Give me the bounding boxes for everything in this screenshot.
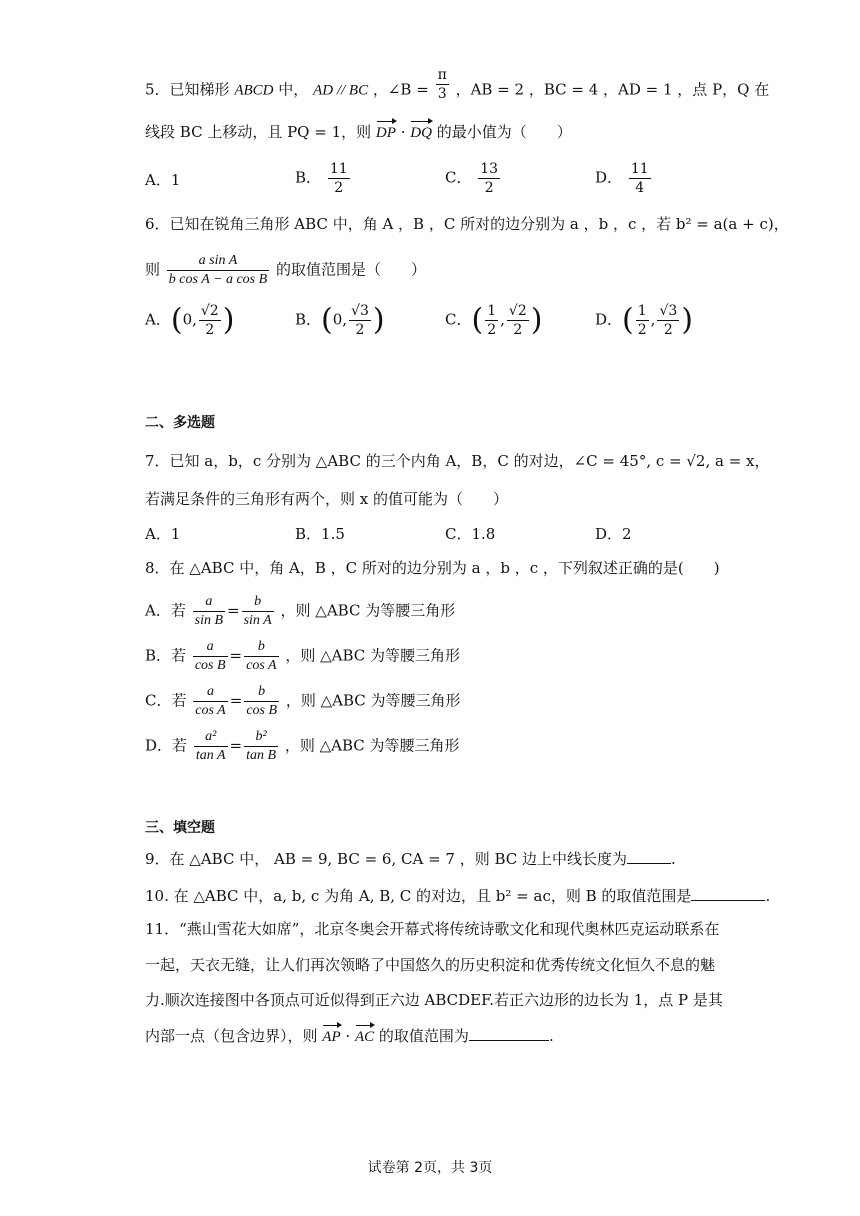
page-footer: 试卷第 2页，共 3页 — [367, 1160, 493, 1176]
q7-text: 7．已知 a，b，c 分别为 △ABC 的三个内角 A，B，C 的对边，∠C = 45°, c = √2, a = x， — [145, 452, 770, 470]
q11-text: 内部一点（包含边界），则 — [145, 1027, 318, 1045]
q5-option-c — [445, 160, 502, 197]
fraction-numerator: √2 — [508, 303, 527, 319]
q7-line1 — [145, 451, 770, 471]
q9-text: 9．在 △ABC 中， AB = 9, BC = 6, CA = 7 ，则 BC 边上中线长度为 — [145, 850, 628, 868]
fraction-denominator: 3 — [437, 86, 447, 102]
option-fraction — [629, 160, 651, 197]
q6-option-c: C．( $\frac{1}{2}$ , $\frac{√2}{2}$ ) — [445, 302, 543, 338]
q11-line3 — [145, 990, 723, 1010]
q9-line — [145, 849, 676, 869]
fraction-numerator: 1 — [487, 303, 497, 319]
fraction-denominator: 2 — [487, 322, 497, 338]
q5-text: AD // BC — [313, 82, 369, 99]
option-label: D．若 — [145, 736, 188, 755]
fraction-numerator: b — [244, 638, 278, 657]
fraction-denominator: 4 — [635, 180, 645, 196]
q5-text: ，∠B = — [372, 80, 429, 99]
q6-option-d: D．( $\frac{1}{2}$ , $\frac{√3}{2}$ ) — [595, 302, 693, 338]
q6-option-a — [145, 302, 234, 339]
q7-line2 — [145, 489, 508, 509]
q7-option-b — [295, 524, 345, 544]
option-label: A．若 — [145, 601, 186, 620]
q7-option-c — [445, 524, 495, 544]
option-label: D． — [595, 310, 623, 329]
q6-text: 6．已知在锐角三角形 ABC 中，角 A ，B ，C 所对的边分别为 a ，b ，c ，若 b² = a(a + c)， — [145, 215, 789, 233]
q11-end: . — [548, 1027, 554, 1045]
answer-blank[interactable] — [691, 886, 765, 901]
option-fraction — [507, 302, 529, 339]
q11-text: 11．“燕山雪花大如席”，北京冬奥会开幕式将传统诗歌文化和现代奥林匹克运动联系在 — [145, 920, 720, 938]
q5-line2 — [145, 122, 572, 143]
q11-text: 一起，天衣无缝，让人们再次领略了中国悠久的历史积淀和优秀传统文化恒久不息的魅 — [145, 956, 716, 974]
q5-text: ，AB = 2 ，BC = 4 ，AD = 1 ，点 P，Q 在 — [455, 80, 770, 99]
q7-option-a — [145, 524, 180, 544]
fraction-denominator: tan B — [246, 748, 277, 763]
q5-option-b — [295, 160, 352, 197]
interval-left: 0, — [182, 310, 197, 329]
option-value: 1 — [170, 525, 181, 543]
right-paren: ) — [222, 302, 235, 338]
option-text: ，则 △ABC 为等腰三角形 — [280, 601, 456, 620]
option-fraction — [244, 728, 278, 765]
option-label: C． — [445, 168, 472, 187]
q8-line1 — [145, 558, 720, 578]
option-label: D． — [595, 168, 623, 187]
q8-option-c: C．若 $\frac{a}{\text{cos A}}$ = $\frac{b}{\text{cos B}}$ ，则 △ABC 为等腰三角形 — [145, 684, 461, 718]
option-label: A． — [145, 171, 171, 189]
q6-line1 — [145, 214, 789, 234]
fraction-denominator: b cos A − a cos B — [168, 272, 268, 287]
option-label: A． — [145, 310, 171, 329]
q7-option-d — [595, 524, 632, 544]
option-fraction — [328, 160, 350, 197]
option-fraction — [478, 160, 500, 197]
q8-option-d: D．若 $\frac{\text{a²}}{\text{tan A}}$ = $\frac{\text{b²}}{\text{tan B}}$ ，则 △ABC 为等腰三角形 — [145, 729, 460, 763]
q5-text: ABCD — [234, 82, 274, 99]
section-heading-fill-blank: 三、填空题 — [145, 820, 215, 836]
q8-option-a: A．若 $\frac{a}{\text{sin B}}$ = $\frac{b}{\text{sin A}}$ ，则 △ABC 为等腰三角形 — [145, 594, 456, 628]
fraction-numerator: 11 — [630, 161, 649, 177]
option-text: ，则 △ABC 为等腰三角形 — [284, 736, 460, 755]
q6-text: 则 — [145, 260, 161, 279]
left-paren: ( — [471, 302, 484, 338]
option-label: B．若 — [145, 646, 187, 665]
option-value: 1 — [170, 171, 181, 189]
right-paren: ) — [681, 302, 693, 338]
fraction-numerator: a sin A — [167, 252, 269, 271]
left-paren: ( — [622, 302, 634, 338]
q10-end: . — [765, 887, 771, 905]
option-fraction — [485, 302, 498, 339]
fraction-denominator: sin B — [194, 613, 224, 628]
option-label: B． — [295, 310, 322, 329]
fraction-denominator: 2 — [663, 322, 673, 338]
q6-option-b — [295, 302, 385, 339]
option-label: C． — [445, 525, 472, 543]
option-label: B． — [295, 168, 322, 187]
q11-line1 — [145, 919, 719, 939]
option-fraction — [657, 302, 679, 339]
q11-text: 力.顺次连接图中各顶点可近似得到正六边 ABCDEF.若正六边形的边长为 1，点 P 是其 — [145, 991, 723, 1009]
option-fraction — [636, 302, 649, 339]
fraction-denominator: 2 — [205, 322, 215, 338]
option-label: A． — [145, 525, 171, 543]
fraction-denominator: cos B — [246, 703, 278, 718]
fraction-numerator: √3 — [351, 303, 369, 319]
option-fraction — [244, 638, 278, 675]
option-label: D． — [595, 525, 623, 543]
option-fraction — [193, 593, 225, 630]
answer-blank[interactable] — [627, 849, 671, 864]
option-fraction — [193, 638, 228, 675]
dot-operator: · — [345, 1027, 351, 1045]
fraction-numerator: b² — [244, 728, 278, 747]
interval-left: 0, — [332, 310, 348, 329]
section-heading-multi-choice: 二、多选题 — [145, 415, 215, 431]
fraction-numerator: a — [193, 638, 228, 657]
fraction-denominator: 2 — [513, 322, 523, 338]
option-fraction — [242, 593, 274, 630]
fraction-denominator: cos B — [194, 658, 226, 673]
q5-text: 5．已知梯形 — [145, 80, 230, 99]
q11-line2 — [145, 955, 715, 975]
fraction-numerator: 13 — [480, 161, 499, 177]
q6-line2 — [145, 252, 426, 289]
fraction-numerator: a² — [194, 728, 228, 747]
option-label: C． — [445, 310, 472, 329]
vector-ac: AC — [354, 1029, 375, 1045]
q10-line — [145, 886, 770, 906]
q5-text: 中， — [278, 80, 309, 99]
option-fraction — [244, 683, 279, 720]
fraction-denominator: cos A — [246, 658, 277, 673]
q6-text: 的取值范围是（ ） — [275, 260, 426, 279]
fraction-numerator: 1 — [637, 303, 647, 319]
fraction-denominator: 2 — [334, 180, 344, 196]
fraction-denominator: cos A — [195, 703, 226, 718]
vector-dp: DP — [375, 125, 396, 141]
q5-option-d — [595, 160, 653, 197]
q10-text: 10. 在 △ABC 中，a, b, c 为角 A, B, C 的对边，且 b² = ac，则 B 的取值范围是 — [145, 887, 692, 905]
q11-line4 — [145, 1026, 554, 1047]
fraction-numerator: a — [193, 683, 227, 702]
fraction-numerator: b — [244, 683, 279, 702]
fraction-numerator: b — [242, 593, 274, 612]
answer-blank[interactable] — [469, 1026, 549, 1041]
left-paren: ( — [170, 302, 183, 338]
option-text: ，则 △ABC 为等腰三角形 — [285, 691, 461, 710]
option-fraction — [199, 302, 221, 339]
option-fraction — [193, 683, 227, 720]
fraction-numerator: √3 — [659, 303, 678, 319]
fraction-denominator: tan A — [195, 748, 226, 763]
q6-fraction — [167, 252, 269, 289]
option-text: ，则 △ABC 为等腰三角形 — [285, 646, 461, 665]
option-fraction — [194, 728, 228, 765]
right-paren: ) — [372, 302, 385, 338]
vector-dq: DQ — [410, 125, 432, 141]
vector-ap: AP — [322, 1029, 341, 1045]
option-label: C．若 — [145, 691, 187, 710]
fraction-denominator: sin A — [243, 613, 272, 628]
q5-line1 — [145, 67, 770, 103]
fraction-denominator: 2 — [484, 180, 494, 196]
right-paren: ) — [530, 302, 543, 338]
option-label: B． — [295, 525, 322, 543]
option-value: 1.8 — [471, 525, 496, 543]
fraction-denominator: 2 — [355, 322, 365, 338]
q5-text: 线段 BC 上移动，且 PQ = 1，则 — [145, 123, 372, 141]
fraction-numerator: π — [437, 67, 447, 83]
q5-text: 的最小值为（ ） — [436, 123, 572, 141]
fraction-numerator: 11 — [329, 161, 348, 177]
option-value: 2 — [622, 525, 632, 543]
q5-option-a — [145, 170, 180, 190]
left-paren: ( — [321, 302, 333, 338]
fraction-numerator: a — [193, 593, 225, 612]
dot-operator: · — [400, 123, 406, 141]
q11-text: 的取值范围为 — [378, 1027, 469, 1045]
q8-text: 8．在 △ABC 中，角 A，B ，C 所对的边分别为 a ，b ，c ，下列叙述正确的是( ) — [145, 559, 720, 577]
q8-option-b: B．若 $\frac{a}{\text{cos B}}$ = $\frac{b}{\text{cos A}}$ ，则 △ABC 为等腰三角形 — [145, 639, 461, 673]
option-fraction — [349, 302, 371, 339]
fraction-denominator: 2 — [637, 322, 647, 338]
option-value: 1.5 — [321, 525, 345, 543]
q5-angle-fraction — [436, 66, 449, 103]
q9-end: . — [671, 850, 676, 868]
q7-text: 若满足条件的三角形有两个，则 x 的值可能为（ ） — [145, 490, 508, 508]
fraction-numerator: √2 — [200, 303, 219, 319]
